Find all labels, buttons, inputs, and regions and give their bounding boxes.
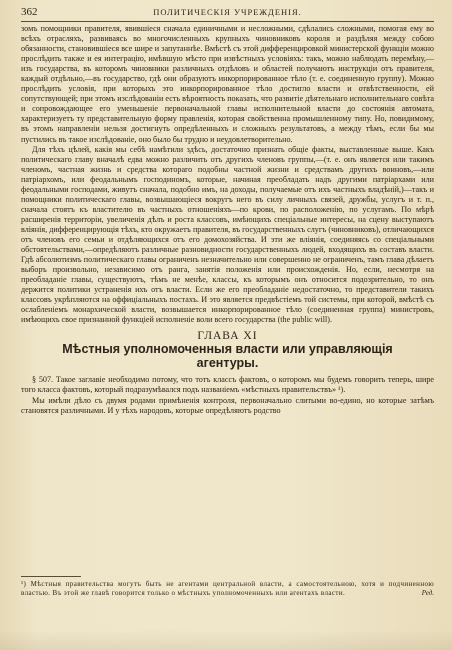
footnote <box>21 580 434 598</box>
chapter-title: Мѣстныя уполномоченныя власти или управляющія агентуры. <box>62 342 393 370</box>
paragraph-continued: зомъ помощники правителя, явившіеся сначала единичными и несложными, сдѣлались сложными, помогая ему во всѣхъ отрасляхъ, развиваясь во многочисленныхъ крупныхъ чиновниковъ короля и раздѣляя между собою обязанности, становившіеся все шире и запутаннѣе. Вмѣстѣ съ этой дифференцировкой министерской функціи можно прослѣдить также и ея интеграцію, имѣвшую мѣсто при извѣстныхъ условіяхъ: такъ, можно наблюдать перемѣну,—изъ государства, въ которомъ чиновники различныхъ отдѣловъ и областей получаютъ инструкціи отъ правителя, каждый отдѣльно,—въ государство, гдѣ они образуютъ инкорпорированное тѣло (т. е. соединенную группу). Можно прослѣдить условія, при которыхъ это инкорпорированное тѣло достигло власти и отвѣтственности, ей сопутствующей; при этомъ изслѣдованіи есть вѣроятность показать, что развитіе дѣятельнаго исполнительнаго совѣта и сопровождающее его уменьшеніе первоначальной главы исполнительной власти до состоянія автомата, характеризуетъ ту представительную форму правленія, которая свойственна промышленному типу. Но, повидимому, въ этомъ направленіи нельзя достигнуть опредѣленныхъ и сложныхъ результатовъ, а между тѣмъ, если бы мы пустились въ такое изслѣдованіе, оно было бы трудно и неудовлетворительно. <box>21 24 434 144</box>
page-header <box>21 6 434 22</box>
page-number: 362 <box>21 6 38 18</box>
footnote-signature: Ред. <box>421 589 434 597</box>
running-title: ПОЛИТИЧЕСКІЯ УЧРЕЖДЕНІЯ. <box>153 7 302 17</box>
section-paragraph: Мы имѣли дѣло съ двумя родами примѣненія контроля, первоначально слитыми во-едино, но которые затѣмъ становятся различными. И у тѣхъ народовъ, которые опредѣляютъ родство <box>21 395 434 415</box>
footnote-rule <box>21 576 81 577</box>
section-paragraph: § 507. Такое заглавіе необходимо потому, что тотъ классъ фактовъ, о которомъ мы будемъ говорить теперь, шире того класса фактовъ, который подразумѣвался подъ названіемъ «мѣстныхъ правительствъ» ¹). <box>21 375 434 395</box>
chapter-number: ГЛАВА XI <box>197 330 258 343</box>
paragraph: Для тѣхъ цѣлей, какія мы себѣ намѣтили здѣсь, достаточно признать общіе факты, выставленные выше. Какъ политическаго главу вначалѣ едва можно различить отъ другихъ членовъ группы,—(т. е. онъ является или такимъ членомъ, частная жизнь и средства котораго подобны частной жизни и средствамъ другихъ воиновъ,—или патріархомъ, или феодальнымъ господиномъ, которые, начиная преобладать надъ другими патріархами или феодальными господами, живутъ сначала, подобно имъ, на доходы, получаемые отъ ихъ частныхъ владѣній,)—такъ и помощники политическаго главы, возвышающіеся вокругъ него въ силу личныхъ связей, дружбы, услугъ и т. п., сначала стоятъ къ властителю въ частныхъ отношеніяхъ—по крови, по расположенію, по услугамъ. По мѣрѣ расширенія территоріи, увеличенія дѣлъ и роста классовъ, имѣющихъ спеціальные интересы, на сцену выступаютъ вліянія, дифференцирующія тѣхъ, кто окружаетъ правителя, въ государственныхъ слугъ (чиновниковъ), отличающихся отъ членовъ его семьи и отдѣляющихся отъ его домохозяйства. И эти же вліянія, соединяясь со спеціальными обстоятельствами,—опредѣляютъ различные разновидности государственныхъ людей, входящихъ въ составъ власти. Гдѣ абсолютизмъ политическаго главы ограниченъ незначительно или совершенно не ограниченъ, тамъ глава дѣлаетъ выборъ произвольно, независимо отъ ранга, занятія положенія или происхожденія. Но, если, несмотря на преобладаніе главы, существуютъ, тѣмъ не менѣе, классы, къ которымъ онъ относится подозрительно, то онъ держится политики устраненія ихъ отъ власти. Если же его преобладаніе недостаточно, то представители такихъ классовъ укрѣпляются на оффиціальныхъ постахъ. И это является предвѣстіемъ той системы, при которой, вмѣстѣ съ ослабленіемъ монархической власти, возвышается инкорпорированное тѣло (соединенная группа) министровъ, имѣющихъ свое признанной функціей исполненіе воли всего государства (the public will). <box>21 144 434 325</box>
footnote-text: ¹) Мѣстныя правительства могутъ быть не агентами центральной власти, а самостоятельною, хотя и подчиненною властью. Въ этой же главѣ говорится только о мѣстныхъ уполномоченныхъ или агентахъ власти. <box>21 580 434 597</box>
page-body <box>21 24 434 416</box>
header-rule <box>21 21 434 22</box>
page-shadow <box>0 630 452 650</box>
